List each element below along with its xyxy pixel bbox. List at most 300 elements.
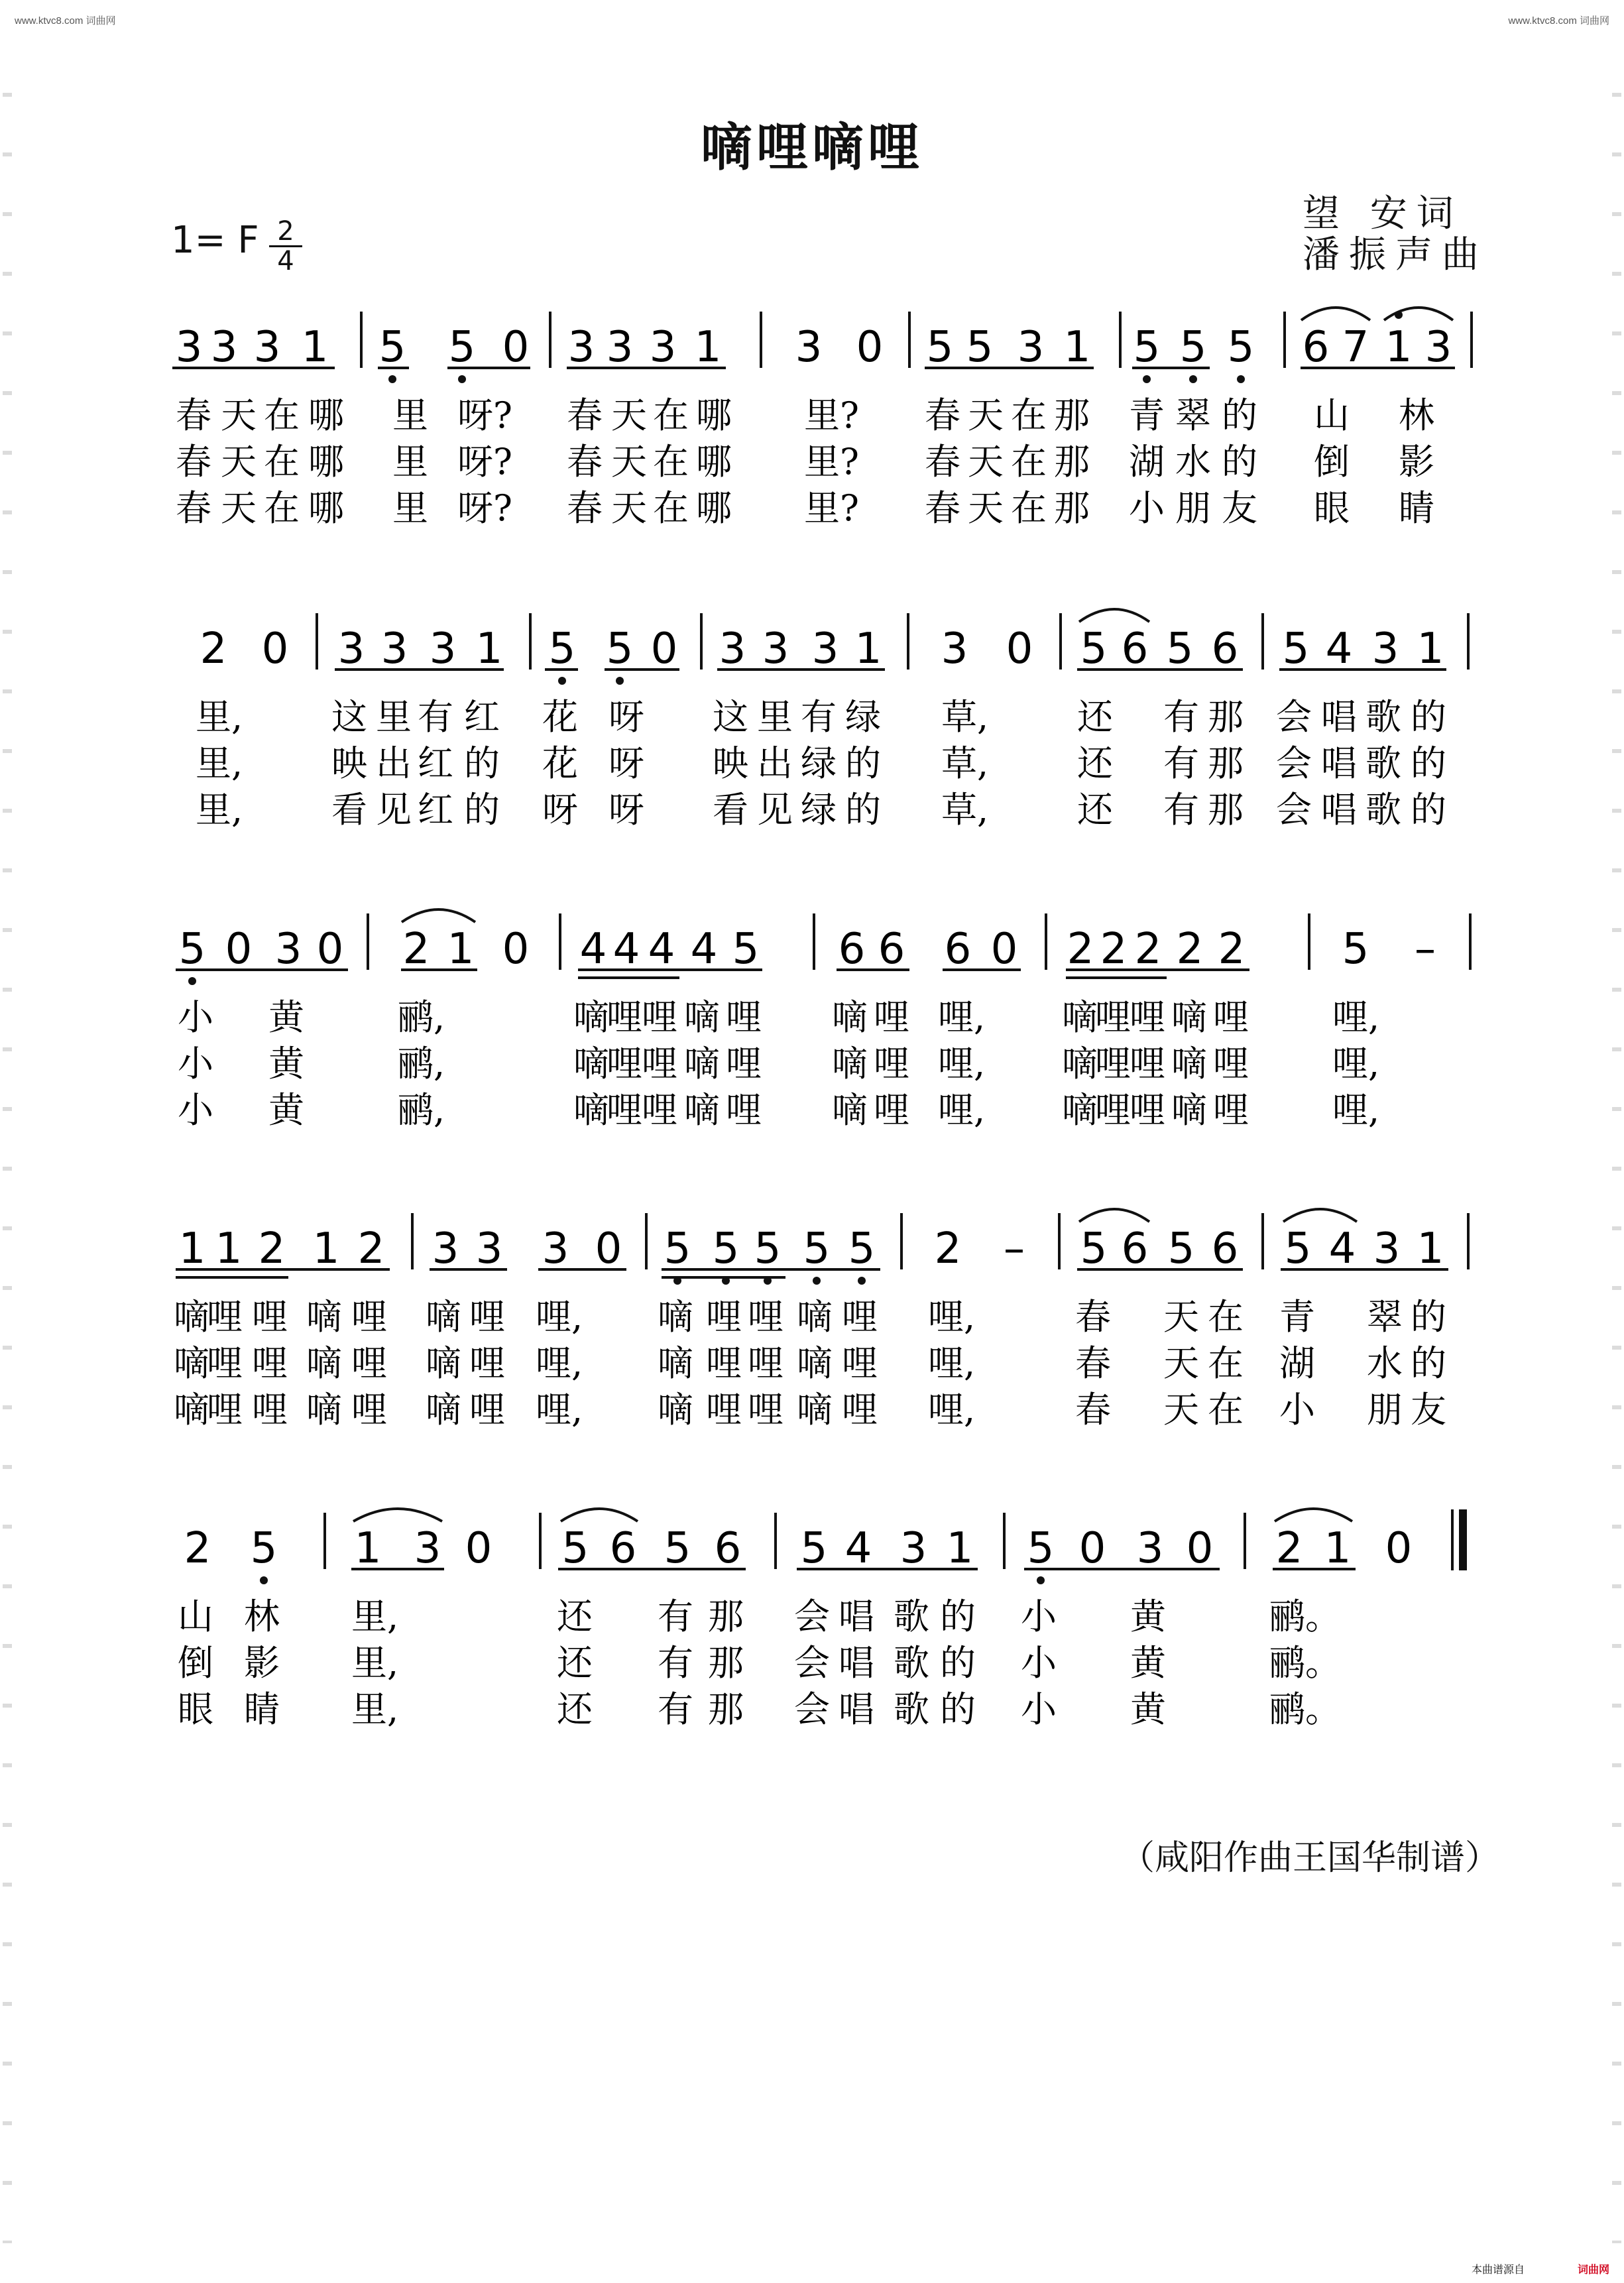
note: 3 xyxy=(811,624,839,673)
lyric-char: 有 xyxy=(1163,742,1199,784)
note: 1 xyxy=(312,1224,340,1273)
note: 2 xyxy=(1218,925,1246,974)
lyric-char: 嘀 xyxy=(573,1089,609,1131)
note: 0 xyxy=(856,323,884,372)
lyric-char: 天 xyxy=(1163,1389,1199,1431)
lyric-char: 哪 xyxy=(696,394,732,436)
note: 6 xyxy=(1121,624,1149,673)
lyric-char: 山 xyxy=(1314,394,1350,436)
lyric-char: 唱 xyxy=(839,1642,874,1684)
lyric-char: 里 xyxy=(392,394,428,436)
lyric-char: 哩, xyxy=(536,1389,583,1431)
note: 5 xyxy=(712,1224,740,1273)
note: 2 xyxy=(934,1224,962,1273)
note: 2 xyxy=(1134,925,1162,974)
lyric-char: 黄 xyxy=(1130,1596,1166,1637)
dash-note: – xyxy=(1415,925,1436,974)
slur xyxy=(402,909,475,922)
lyric-char: 里? xyxy=(804,487,859,529)
lyric-char: 映 xyxy=(331,742,367,784)
lyric-char: 小 xyxy=(1021,1642,1057,1684)
note: 1 xyxy=(178,1224,206,1273)
lyric-char: 天 xyxy=(221,394,257,436)
lyric-char: 鹂, xyxy=(398,1043,445,1084)
lyric-char: 花 xyxy=(542,742,578,784)
lyric-char: 小 xyxy=(1021,1688,1057,1730)
lyric-char: 黄 xyxy=(268,1089,304,1131)
note: 1 xyxy=(301,323,329,372)
lyric-char: 哩, xyxy=(928,1389,976,1431)
lyric-char: 那 xyxy=(1054,441,1090,483)
lyric-char: 里, xyxy=(351,1596,399,1637)
lyric-char: 在 xyxy=(653,394,689,436)
note: 3 xyxy=(429,624,457,673)
lyric-char: 这 xyxy=(331,696,367,738)
lyric-char: 里? xyxy=(804,441,859,483)
octave-dot-below xyxy=(1189,375,1197,383)
lyric-char: 黄 xyxy=(1130,1688,1166,1730)
time-denominator: 4 xyxy=(269,245,302,275)
slur xyxy=(1275,1509,1352,1521)
note: 3 xyxy=(719,624,746,673)
note: 5 xyxy=(1227,323,1255,372)
note: 3 xyxy=(253,323,281,372)
note: 1 xyxy=(1417,1224,1444,1273)
lyric-char: 倒 xyxy=(1314,441,1350,483)
lyric-char: 歌 xyxy=(894,1642,929,1684)
lyric-char: 嘀 xyxy=(1062,1043,1098,1084)
note: 1 xyxy=(475,624,503,673)
lyric-char: 哩, xyxy=(1332,1043,1380,1084)
lyric-char: 哩 xyxy=(1130,1043,1165,1084)
lyric-char: 哩, xyxy=(928,1342,976,1384)
lyric-char: 里? xyxy=(804,394,859,436)
lyric-char: 的 xyxy=(1411,742,1446,784)
lyric-char: 看 xyxy=(331,789,367,831)
note: 1 xyxy=(215,1224,243,1273)
lyric-char: 哩 xyxy=(748,1296,783,1338)
lyric-char: 会 xyxy=(1276,789,1312,831)
lyric-char: 朋 xyxy=(1367,1389,1403,1431)
slur xyxy=(353,1509,442,1521)
lyric-char: 哩 xyxy=(748,1342,783,1384)
lyric-char: 哩 xyxy=(607,1089,642,1131)
note: 3 xyxy=(475,1224,503,1273)
lyric-char: 嘀 xyxy=(797,1389,833,1431)
lyric-char: 小 xyxy=(178,996,213,1038)
lyric-char: 那 xyxy=(1208,789,1244,831)
lyric-char: 绿 xyxy=(801,742,837,784)
lyric-char: 红 xyxy=(464,696,500,738)
lyric-char: 里, xyxy=(351,1688,399,1730)
lyric-char: 出 xyxy=(376,742,412,784)
note: 7 xyxy=(1342,323,1369,372)
octave-dot-below xyxy=(188,977,196,985)
note: 3 xyxy=(210,323,238,372)
lyric-char: 鹂。 xyxy=(1269,1642,1341,1684)
lyric-char: 那 xyxy=(708,1688,744,1730)
lyric-char: 哩 xyxy=(842,1342,878,1384)
lyric-char: 花 xyxy=(542,696,578,738)
lyric-char: 嘀 xyxy=(573,1043,609,1084)
lyric-char: 呀 xyxy=(542,789,578,831)
lyric-char: 的 xyxy=(1411,1296,1446,1338)
lyric-char: 青 xyxy=(1129,394,1165,436)
octave-dot-below xyxy=(1037,1576,1045,1584)
lyric-char: 红 xyxy=(418,789,453,831)
note: 5 xyxy=(800,1524,828,1573)
note: 2 xyxy=(1067,925,1094,974)
lyric-char: 影 xyxy=(244,1642,280,1684)
lyric-char: 黄 xyxy=(1130,1642,1166,1684)
lyric-char: 会 xyxy=(794,1642,830,1684)
lyric-char: 水 xyxy=(1367,1342,1403,1384)
transcriber-note: （咸阳作曲王国华制谱） xyxy=(1120,1838,1500,1878)
note: 0 xyxy=(990,925,1018,974)
slur xyxy=(1384,308,1453,320)
note: 3 xyxy=(1424,323,1452,372)
note: 0 xyxy=(650,624,678,673)
lyric-char: 嘀 xyxy=(832,1043,868,1084)
lyric-char: 在 xyxy=(1208,1389,1244,1431)
lyric-char: 会 xyxy=(1276,742,1312,784)
note: 3 xyxy=(649,323,677,372)
note: 5 xyxy=(1167,1224,1195,1273)
lyric-char: 那 xyxy=(1054,487,1090,529)
lyric-char: 哩 xyxy=(1213,996,1249,1038)
lyric-char: 草, xyxy=(941,742,989,784)
lyric-char: 哩 xyxy=(1095,996,1131,1038)
note: 5 xyxy=(1080,624,1108,673)
lyric-char: 林 xyxy=(244,1596,280,1637)
lyric-char: 嘀 xyxy=(426,1389,461,1431)
lyric-char: 哩 xyxy=(706,1296,742,1338)
lyric-char: 湖 xyxy=(1129,441,1165,483)
lyric-char: 嘀 xyxy=(684,1089,720,1131)
lyric-char: 那 xyxy=(1208,696,1244,738)
lyric-char: 哩 xyxy=(207,1342,243,1384)
lyric-char: 歌 xyxy=(894,1596,929,1637)
lyric-char: 里, xyxy=(196,742,243,784)
note: 5 xyxy=(926,323,954,372)
lyric-char: 友 xyxy=(1411,1389,1446,1431)
lyric-char: 哩 xyxy=(1130,1089,1165,1131)
lyric-char: 哩 xyxy=(351,1342,387,1384)
lyric-char: 在 xyxy=(264,394,300,436)
note: 6 xyxy=(1211,624,1239,673)
lyric-char: 哩 xyxy=(726,996,762,1038)
note: 3 xyxy=(941,624,968,673)
note: 0 xyxy=(316,925,344,974)
lyric-char: 会 xyxy=(794,1596,830,1637)
lyric-char: 哩 xyxy=(469,1296,505,1338)
note: 2 xyxy=(1176,925,1204,974)
lyric-char: 红 xyxy=(418,742,453,784)
note: 5 xyxy=(966,323,994,372)
lyric-char: 映 xyxy=(713,742,748,784)
note: 6 xyxy=(714,1524,742,1573)
note: 3 xyxy=(175,323,203,372)
lyric-char: 哪 xyxy=(308,487,344,529)
lyric-char: 的 xyxy=(464,742,500,784)
lyric-char: 嘀 xyxy=(426,1342,461,1384)
note: 4 xyxy=(612,925,640,974)
lyric-char: 的 xyxy=(940,1596,976,1637)
note: 3 xyxy=(1136,1524,1164,1573)
note: 1 xyxy=(354,1524,382,1573)
note: 0 xyxy=(502,925,530,974)
lyric-char: 在 xyxy=(653,487,689,529)
note: 5 xyxy=(178,925,206,974)
lyric-char: 春 xyxy=(176,441,211,483)
lyric-char: 里, xyxy=(196,789,243,831)
lyric-char: 草, xyxy=(941,696,989,738)
lyric-char: 里 xyxy=(757,696,793,738)
note: 0 xyxy=(502,323,530,372)
lyric-char: 在 xyxy=(1011,394,1047,436)
note: 5 xyxy=(1284,1224,1312,1273)
lyric-char: 呀 xyxy=(609,789,644,831)
lyric-char: 还 xyxy=(1077,789,1113,831)
octave-dot-below xyxy=(616,677,624,685)
lyric-char: 那 xyxy=(1208,742,1244,784)
lyric-char: 嘀 xyxy=(426,1296,461,1338)
note: 5 xyxy=(1080,1224,1108,1273)
lyric-char: 那 xyxy=(708,1596,744,1637)
lyric-char: 呀? xyxy=(457,394,512,436)
lyric-char: 有 xyxy=(1163,696,1199,738)
lyric-char: 鹂, xyxy=(398,996,445,1038)
lyric-char: 哪 xyxy=(696,487,732,529)
lyric-char: 哩 xyxy=(874,996,909,1038)
note: 1 xyxy=(1324,1524,1352,1573)
note: 2 xyxy=(258,1224,286,1273)
lyric-char: 嘀 xyxy=(174,1342,209,1384)
lyric-char: 黄 xyxy=(268,1043,304,1084)
note: 0 xyxy=(465,1524,493,1573)
lyric-char: 唱 xyxy=(839,1688,874,1730)
lyric-char: 小 xyxy=(1021,1596,1057,1637)
note: 3 xyxy=(274,925,302,974)
lyric-char: 呀? xyxy=(457,487,512,529)
lyric-char: 嘀 xyxy=(684,996,720,1038)
lyric-char: 哩 xyxy=(874,1043,909,1084)
lyric-char: 哩 xyxy=(1095,1043,1131,1084)
lyric-char: 天 xyxy=(968,441,1004,483)
lyric-char: 春 xyxy=(1075,1389,1111,1431)
lyric-char: 友 xyxy=(1222,487,1257,529)
note: 0 xyxy=(1006,624,1033,673)
note: 4 xyxy=(690,925,718,974)
lyric-char: 倒 xyxy=(178,1642,213,1684)
lyric-char: 哩 xyxy=(252,1389,288,1431)
lyric-char: 哪 xyxy=(696,441,732,483)
note: 4 xyxy=(579,925,607,974)
lyric-char: 哩 xyxy=(1130,996,1165,1038)
lyric-char: 睛 xyxy=(244,1688,280,1730)
lyric-char: 天 xyxy=(611,441,647,483)
note: 5 xyxy=(1179,323,1207,372)
lyric-char: 里, xyxy=(196,696,243,738)
note: 2 xyxy=(357,1224,385,1273)
lyric-char: 嘀 xyxy=(1062,996,1098,1038)
note: 5 xyxy=(1282,624,1310,673)
slur xyxy=(1079,1209,1149,1222)
lyric-char: 天 xyxy=(1163,1296,1199,1338)
note: 6 xyxy=(1121,1224,1149,1273)
lyric-char: 的 xyxy=(1411,1342,1446,1384)
lyric-char: 春 xyxy=(925,394,960,436)
lyric-char: 这 xyxy=(713,696,748,738)
lyric-char: 嘀 xyxy=(658,1342,693,1384)
note: 5 xyxy=(1342,925,1369,974)
lyric-char: 小 xyxy=(178,1089,213,1131)
note: 4 xyxy=(1328,1224,1356,1273)
lyric-char: 哩 xyxy=(607,1043,642,1084)
lyric-char: 天 xyxy=(968,394,1004,436)
lyric-char: 嘀 xyxy=(658,1296,693,1338)
footer-source-label: 本曲谱源自 xyxy=(1471,2263,1525,2276)
note: 3 xyxy=(432,1224,459,1273)
note: 5 xyxy=(754,1224,782,1273)
lyric-char: 春 xyxy=(567,441,603,483)
lyric-char: 的 xyxy=(940,1642,976,1684)
note: 3 xyxy=(1371,624,1399,673)
lyric-char: 影 xyxy=(1399,441,1434,483)
lyric-char: 春 xyxy=(1075,1296,1111,1338)
lyric-char: 在 xyxy=(1208,1342,1244,1384)
note: 2 xyxy=(402,925,430,974)
note: 0 xyxy=(1385,1524,1413,1573)
lyric-char: 鹂。 xyxy=(1269,1596,1341,1637)
lyric-char: 里 xyxy=(392,441,428,483)
note: 5 xyxy=(548,624,576,673)
lyric-char: 春 xyxy=(925,487,960,529)
lyric-char: 还 xyxy=(557,1688,593,1730)
slur xyxy=(1079,609,1149,622)
lyric-char: 天 xyxy=(611,487,647,529)
note: 3 xyxy=(795,323,823,372)
lyric-char: 哩 xyxy=(706,1342,742,1384)
lyric-char: 里 xyxy=(376,696,412,738)
lyric-char: 有 xyxy=(658,1688,693,1730)
note: 5 xyxy=(250,1524,278,1573)
lyric-char: 歌 xyxy=(1365,789,1401,831)
slur xyxy=(1283,1209,1357,1222)
lyric-char: 草, xyxy=(941,789,989,831)
lyric-char: 春 xyxy=(176,394,211,436)
lyric-char: 哩, xyxy=(536,1342,583,1384)
header-watermark-left: www.ktvc8.com 词曲网 xyxy=(15,15,116,27)
composer-credit: 潘振声曲 xyxy=(1303,233,1488,276)
lyric-char: 天 xyxy=(221,487,257,529)
lyric-char: 哩 xyxy=(748,1389,783,1431)
note: 3 xyxy=(1017,323,1045,372)
lyric-char: 湖 xyxy=(1279,1342,1315,1384)
lyric-char: 翠 xyxy=(1367,1296,1403,1338)
lyric-char: 哩, xyxy=(1332,1089,1380,1131)
lyric-char: 在 xyxy=(1208,1296,1244,1338)
note: 5 xyxy=(664,1524,691,1573)
lyric-char: 哩 xyxy=(252,1296,288,1338)
note: 2 xyxy=(1275,1524,1303,1573)
note: 5 xyxy=(664,1224,691,1273)
lyric-char: 哩 xyxy=(706,1389,742,1431)
key-signature: 1= F xyxy=(171,219,259,262)
lyric-char: 唱 xyxy=(1321,789,1357,831)
lyric-char: 山 xyxy=(178,1596,213,1637)
lyric-char: 在 xyxy=(264,441,300,483)
lyric-char: 哩 xyxy=(642,1043,677,1084)
note: 0 xyxy=(1078,1524,1106,1573)
note: 1 xyxy=(946,1524,974,1573)
lyric-char: 青 xyxy=(1279,1296,1315,1338)
note: 3 xyxy=(899,1524,927,1573)
note: 6 xyxy=(1302,323,1330,372)
lyric-char: 嘀 xyxy=(1171,1043,1207,1084)
lyric-char: 哩, xyxy=(536,1296,583,1338)
note: 0 xyxy=(225,925,253,974)
lyric-char: 翠 xyxy=(1175,394,1211,436)
note: 1 xyxy=(1385,323,1413,372)
lyric-char: 哪 xyxy=(308,394,344,436)
lyric-char: 哩 xyxy=(642,996,677,1038)
lyric-char: 会 xyxy=(794,1688,830,1730)
lyric-char: 眼 xyxy=(1314,487,1350,529)
note: 3 xyxy=(337,624,365,673)
note: 5 xyxy=(848,1224,876,1273)
lyric-char: 绿 xyxy=(801,789,837,831)
lyric-char: 哩 xyxy=(207,1296,243,1338)
slur xyxy=(1301,308,1370,320)
note: 6 xyxy=(609,1524,637,1573)
lyric-char: 嘀 xyxy=(174,1296,209,1338)
lyric-char: 哩, xyxy=(1332,996,1380,1038)
note: 5 xyxy=(732,925,760,974)
lyric-char: 的 xyxy=(845,742,881,784)
lyric-char: 睛 xyxy=(1399,487,1434,529)
lyric-char: 嘀 xyxy=(658,1389,693,1431)
lyric-char: 在 xyxy=(264,487,300,529)
lyric-char: 嘀 xyxy=(174,1389,209,1431)
lyric-char: 会 xyxy=(1276,696,1312,738)
lyric-char: 见 xyxy=(757,789,793,831)
lyric-char: 绿 xyxy=(845,696,881,738)
lyric-char: 哩 xyxy=(469,1389,505,1431)
octave-dot-below xyxy=(388,375,396,383)
lyric-char: 有 xyxy=(1163,789,1199,831)
note: 1 xyxy=(447,925,475,974)
lyric-char: 哩, xyxy=(938,1043,986,1084)
lyric-char: 在 xyxy=(653,441,689,483)
note: 5 xyxy=(561,1524,589,1573)
note: 5 xyxy=(803,1224,831,1273)
note: 4 xyxy=(1325,624,1353,673)
lyric-char: 嘀 xyxy=(832,996,868,1038)
lyric-char: 的 xyxy=(1222,441,1257,483)
lyric-char: 见 xyxy=(376,789,412,831)
lyric-char: 的 xyxy=(464,789,500,831)
lyric-char: 还 xyxy=(557,1596,593,1637)
octave-dot-below xyxy=(1237,375,1245,383)
lyric-char: 唱 xyxy=(1321,742,1357,784)
note: 3 xyxy=(567,323,595,372)
note: 2 xyxy=(184,1524,211,1573)
note: 0 xyxy=(261,624,289,673)
lyric-char: 唱 xyxy=(1321,696,1357,738)
octave-dot-below xyxy=(858,1277,866,1285)
note: 4 xyxy=(648,925,675,974)
